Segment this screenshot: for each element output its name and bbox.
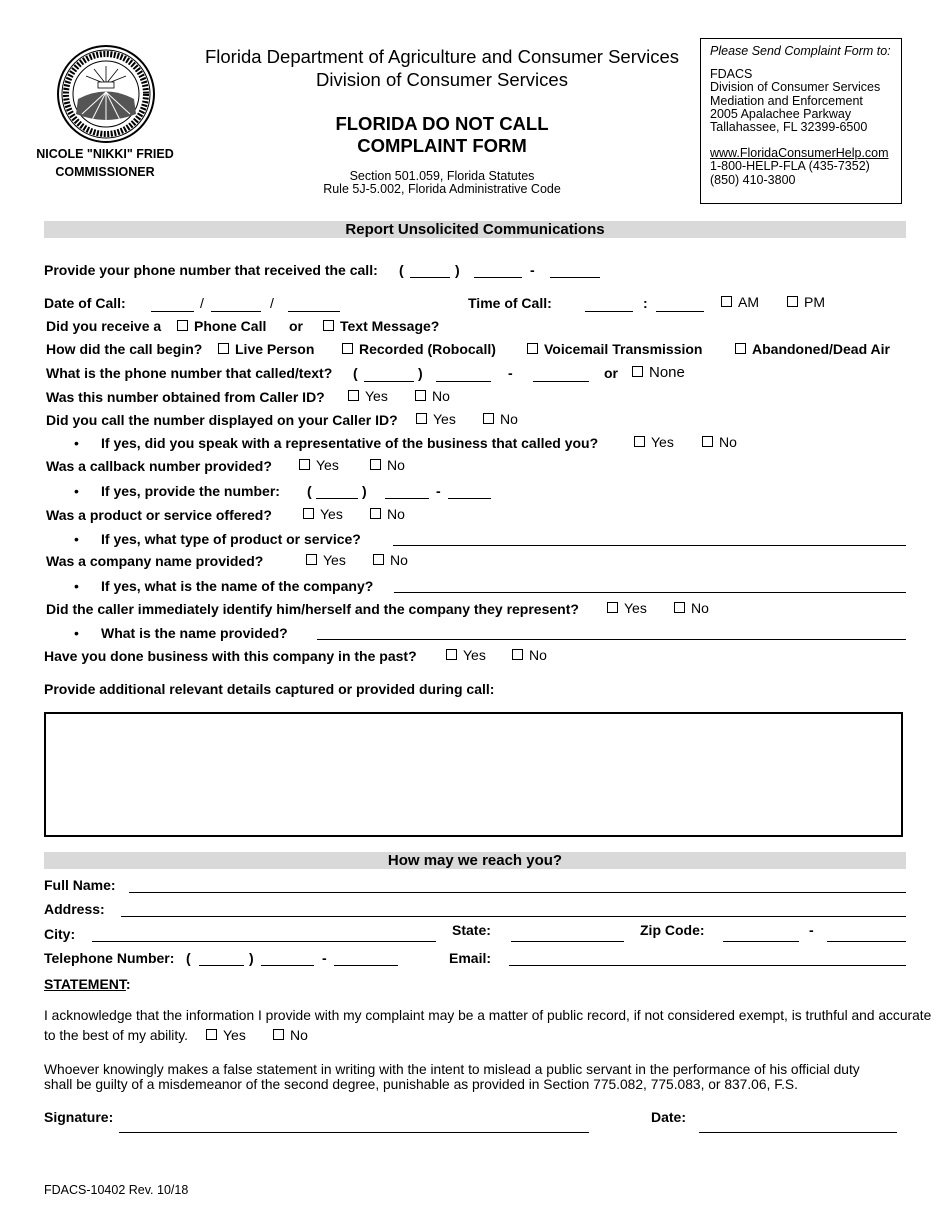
question-label: Provide additional relevant details captured or provided during call: — [44, 681, 495, 697]
phone-number: (850) 410-3800 — [710, 172, 796, 187]
or-label: or — [604, 365, 618, 381]
yes-label: Yes — [223, 1027, 246, 1043]
phone-line-field[interactable] — [550, 277, 600, 278]
full-name-label: Full Name: — [44, 877, 116, 893]
yes-label: Yes — [365, 388, 388, 404]
address-line: Division of Consumer Services — [710, 80, 881, 95]
signature-field[interactable] — [119, 1132, 589, 1133]
checkbox-icon — [373, 554, 384, 565]
checkbox-icon — [702, 436, 713, 447]
paren-close: ) — [249, 950, 254, 966]
acknowledgement-text: I acknowledge that the information I provide with my complaint may be a matter of public record, if not considered exempt, is truthful and accurate — [44, 1008, 932, 1023]
phone-prefix-field[interactable] — [474, 277, 522, 278]
question-label: Date of Call: — [44, 295, 126, 311]
date-month-field[interactable] — [151, 311, 194, 312]
question-label: If yes, provide the number: — [101, 483, 280, 499]
phone-call-checkbox[interactable] — [177, 318, 266, 334]
paren-open: ( — [186, 950, 191, 966]
statement-heading-text: STATEMENT — [44, 976, 126, 992]
acknowledgement-text: to the best of my ability. — [44, 1028, 188, 1043]
or-label: or — [289, 318, 303, 334]
telephone-line-field[interactable] — [334, 965, 398, 966]
yes-label: Yes — [433, 411, 456, 427]
date-day-field[interactable] — [211, 311, 261, 312]
bullet: • — [74, 531, 79, 547]
dash: - — [322, 950, 327, 966]
paren-close: ) — [418, 365, 423, 381]
product-yes-checkbox[interactable] — [303, 506, 343, 522]
yes-label: Yes — [624, 600, 647, 616]
commissioner-name: NICOLE "NIKKI" FRIED — [36, 147, 174, 161]
caller-id-yes-checkbox[interactable] — [348, 388, 388, 404]
pm-checkbox[interactable] — [787, 294, 825, 310]
text-message-label: Text Message? — [340, 318, 440, 334]
details-textarea[interactable] — [44, 712, 903, 837]
spoke-rep-no-checkbox[interactable] — [702, 434, 737, 450]
checkbox-icon — [446, 649, 457, 660]
identify-no-checkbox[interactable] — [674, 600, 709, 616]
called-back-yes-checkbox[interactable] — [416, 411, 456, 427]
question-label: If yes, what is the name of the company? — [101, 578, 374, 594]
caller-area-code-field[interactable] — [364, 381, 414, 382]
checkbox-icon — [527, 343, 538, 354]
yes-label: Yes — [323, 552, 346, 568]
address-line: Mediation and Enforcement — [710, 93, 863, 108]
live-person-label: Live Person — [235, 341, 315, 357]
question-label: Was a callback number provided? — [46, 458, 272, 474]
checkbox-icon — [206, 1029, 217, 1040]
no-label: No — [387, 506, 405, 522]
checkbox-icon — [674, 602, 685, 613]
past-business-no-checkbox[interactable] — [512, 647, 547, 663]
phone-number: 1-800-HELP-FLA (435-7352) — [710, 159, 870, 174]
statement-heading — [44, 976, 131, 992]
past-business-yes-checkbox[interactable] — [446, 647, 486, 663]
form-title-line2: COMPLAINT FORM — [357, 135, 527, 156]
no-label: No — [691, 600, 709, 616]
callback-no-checkbox[interactable] — [370, 457, 405, 473]
checkbox-icon — [370, 508, 381, 519]
acknowledge-no-checkbox[interactable] — [273, 1027, 308, 1043]
rule-reference: Rule 5J-5.002, Florida Administrative Code — [323, 182, 561, 196]
checkbox-icon — [512, 649, 523, 660]
voicemail-label: Voicemail Transmission — [544, 341, 703, 357]
callback-yes-checkbox[interactable] — [299, 457, 339, 473]
agency-name: Florida Department of Agriculture and Consumer Services — [204, 46, 680, 67]
checkbox-icon — [632, 366, 643, 377]
phone-call-label: Phone Call — [194, 318, 267, 334]
website-link[interactable]: www.FloridaConsumerHelp.com — [710, 146, 889, 161]
paren-close: ) — [455, 262, 460, 278]
none-label: None — [649, 364, 685, 381]
commissioner-title: COMMISSIONER — [55, 165, 155, 179]
checkbox-icon — [634, 436, 645, 447]
address-line: 2005 Apalachee Parkway — [710, 106, 852, 121]
warning-text: shall be guilty of a misdemeanor of the second degree, punishable as provided in Section 775.082, 775.083, or 837.06, F.S. — [44, 1077, 798, 1092]
bullet: • — [74, 578, 79, 594]
question-label: How did the call begin? — [46, 341, 203, 357]
bullet: • — [74, 483, 79, 499]
question-label: Provide your phone number that received the call: — [44, 262, 378, 278]
no-label: No — [390, 552, 408, 568]
caller-prefix-field[interactable] — [436, 381, 491, 382]
callback-area-code-field[interactable] — [316, 498, 358, 499]
time-minute-field[interactable] — [656, 311, 704, 312]
statement-colon: : — [125, 976, 131, 992]
question-label: Did you receive a — [46, 318, 162, 334]
section-header-report: Report Unsolicited Communications — [44, 221, 906, 238]
paren-open: ( — [353, 365, 358, 381]
none-checkbox[interactable] — [632, 364, 685, 381]
company-no-checkbox[interactable] — [373, 552, 408, 568]
telephone-prefix-field[interactable] — [261, 965, 314, 966]
form-title-line1: FLORIDA DO NOT CALL — [335, 113, 549, 134]
pm-label: PM — [804, 294, 825, 310]
am-checkbox[interactable] — [721, 294, 759, 310]
checkbox-icon — [348, 390, 359, 401]
checkbox-icon — [607, 602, 618, 613]
no-label: No — [500, 411, 518, 427]
name-provided-field[interactable] — [317, 639, 906, 640]
text-message-checkbox[interactable] — [323, 318, 439, 334]
robocall-checkbox[interactable] — [342, 341, 496, 357]
state-field[interactable] — [511, 941, 624, 942]
question-label: What is the name provided? — [101, 625, 288, 641]
company-name-field[interactable] — [394, 592, 906, 593]
statute-reference: Section 501.059, Florida Statutes — [349, 169, 535, 183]
acknowledge-yes-checkbox[interactable] — [206, 1027, 246, 1043]
question-label: If yes, did you speak with a representative of the business that called you? — [101, 435, 599, 451]
paren-open: ( — [399, 262, 404, 278]
question-label: What is the phone number that called/text? — [46, 365, 333, 381]
question-label: Did you call the number displayed on your Caller ID? — [46, 412, 398, 428]
slash: / — [200, 295, 204, 311]
time-colon: : — [643, 295, 648, 311]
dash: - — [436, 483, 441, 499]
no-label: No — [529, 647, 547, 663]
robocall-label: Recorded (Robocall) — [359, 341, 496, 357]
checkbox-icon — [735, 343, 746, 354]
paren-close: ) — [362, 483, 367, 499]
checkbox-icon — [370, 459, 381, 470]
address-label: Address: — [44, 901, 105, 917]
signature-label: Signature: — [44, 1109, 114, 1125]
voicemail-checkbox[interactable] — [527, 341, 702, 357]
telephone-label: Telephone Number: — [44, 950, 175, 966]
checkbox-icon — [306, 554, 317, 565]
telephone-area-code-field[interactable] — [199, 965, 244, 966]
product-no-checkbox[interactable] — [370, 506, 405, 522]
zip-field[interactable] — [723, 941, 799, 942]
identify-yes-checkbox[interactable] — [607, 600, 647, 616]
yes-label: Yes — [651, 434, 674, 450]
checkbox-icon — [303, 508, 314, 519]
mailing-address-box — [700, 38, 902, 204]
yes-label: Yes — [463, 647, 486, 663]
called-back-no-checkbox[interactable] — [483, 411, 518, 427]
date-label: Date: — [651, 1109, 687, 1125]
dash: - — [530, 262, 535, 278]
question-label: Time of Call: — [468, 295, 552, 311]
time-hour-field[interactable] — [585, 311, 633, 312]
question-label: Was this number obtained from Caller ID? — [46, 389, 325, 405]
signature-date-field[interactable] — [699, 1132, 897, 1133]
email-field[interactable] — [509, 965, 906, 966]
checkbox-icon — [299, 459, 310, 470]
live-person-checkbox[interactable] — [218, 341, 314, 357]
question-label: Did the caller immediately identify him/herself and the company they represent? — [46, 601, 579, 617]
zip-extension-field[interactable] — [827, 941, 906, 942]
caller-line-field[interactable] — [533, 381, 589, 382]
full-name-field[interactable] — [129, 892, 906, 893]
question-label: Was a company name provided? — [46, 553, 264, 569]
dash: - — [809, 922, 814, 938]
warning-text: Whoever knowingly makes a false statement in writing with the intent to mislead a public servant in the performance of his official duty — [44, 1062, 860, 1077]
section-header-contact: How may we reach you? — [44, 852, 906, 869]
city-field[interactable] — [92, 941, 436, 942]
state-seal — [56, 44, 156, 144]
company-yes-checkbox[interactable] — [306, 552, 346, 568]
checkbox-icon — [342, 343, 353, 354]
abandoned-checkbox[interactable] — [735, 341, 890, 357]
no-label: No — [290, 1027, 308, 1043]
form-number: FDACS-10402 Rev. 10/18 — [44, 1183, 189, 1197]
address-line: FDACS — [710, 67, 753, 82]
checkbox-icon — [415, 390, 426, 401]
paren-open: ( — [307, 483, 312, 499]
checkbox-icon — [323, 320, 334, 331]
checkbox-icon — [273, 1029, 284, 1040]
no-label: No — [387, 457, 405, 473]
dash: - — [508, 365, 513, 381]
zip-label: Zip Code: — [640, 922, 705, 938]
date-year-field[interactable] — [288, 311, 340, 312]
bullet: • — [74, 625, 79, 641]
callback-line-field[interactable] — [448, 498, 491, 499]
caller-id-no-checkbox[interactable] — [415, 388, 450, 404]
slash: / — [270, 295, 274, 311]
callback-prefix-field[interactable] — [385, 498, 429, 499]
question-label: If yes, what type of product or service? — [101, 531, 361, 547]
bullet: • — [74, 435, 79, 451]
product-type-field[interactable] — [393, 545, 906, 546]
question-label: Have you done business with this company in the past? — [44, 648, 417, 664]
city-label: City: — [44, 926, 76, 942]
yes-label: Yes — [316, 457, 339, 473]
state-label: State: — [452, 922, 491, 938]
checkbox-icon — [721, 296, 732, 307]
abandoned-label: Abandoned/Dead Air — [752, 341, 890, 357]
checkbox-icon — [218, 343, 229, 354]
spoke-rep-yes-checkbox[interactable] — [634, 434, 674, 450]
area-code-field[interactable] — [410, 277, 450, 278]
email-label: Email: — [449, 950, 492, 966]
address-field[interactable] — [121, 916, 906, 917]
checkbox-icon — [177, 320, 188, 331]
no-label: No — [432, 388, 450, 404]
send-to-heading: Please Send Complaint Form to: — [710, 44, 891, 58]
checkbox-icon — [416, 413, 427, 424]
question-label: Was a product or service offered? — [46, 507, 272, 523]
address-line: Tallahassee, FL 32399-6500 — [710, 120, 868, 135]
division-name: Division of Consumer Services — [316, 69, 568, 90]
no-label: No — [719, 434, 737, 450]
yes-label: Yes — [320, 506, 343, 522]
am-label: AM — [738, 294, 759, 310]
checkbox-icon — [787, 296, 798, 307]
checkbox-icon — [483, 413, 494, 424]
